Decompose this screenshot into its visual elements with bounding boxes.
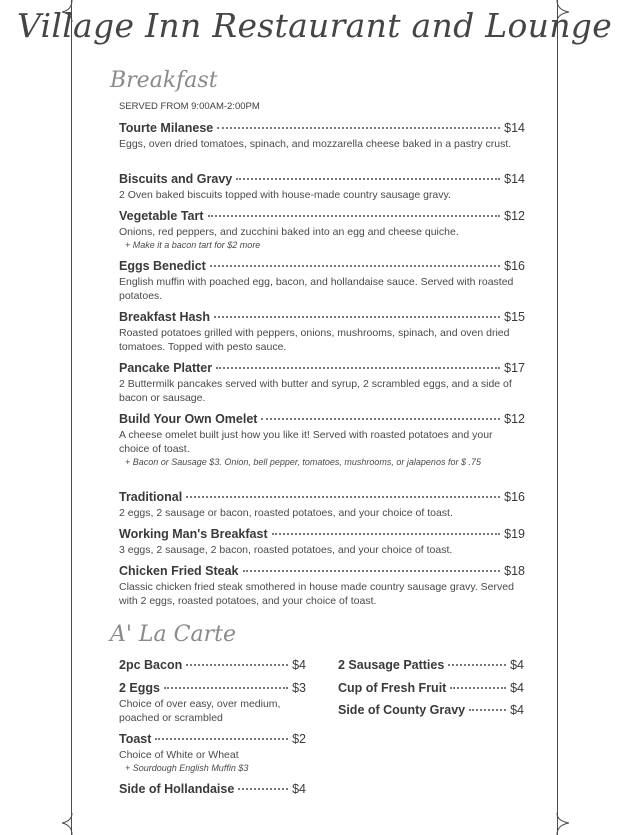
item-name: Pancake Platter [119,361,213,375]
item-name: 2 Sausage Patties [338,658,445,672]
dot-leader [243,570,501,572]
item-description: Choice of over easy, over medium, poached or scrambled [119,698,281,724]
item-note: + Bacon or Sausage $3. Onion, bell pepper, tomatoes, mushrooms, or jalapenos for $ .75 [125,457,481,467]
item-name: Cup of Fresh Fruit [338,681,447,695]
menu-item [119,731,306,775]
menu-item [119,258,525,303]
dot-leader [208,215,501,217]
menu-item [119,680,306,725]
item-name: 2 Eggs [119,681,160,695]
menu-item [119,657,306,673]
item-name: Working Man's Breakfast [119,527,268,541]
corner-ornament-icon [547,813,569,835]
dot-leader [450,687,506,689]
dot-leader [217,127,500,129]
dot-leader [261,418,500,420]
item-price: $2 [292,732,306,746]
item-price: $16 [504,490,525,504]
item-price: $15 [504,310,525,324]
item-name: Traditional [119,490,183,504]
item-price: $17 [504,361,525,375]
item-description: 2 Oven baked biscuits topped with house-made country sausage gravy. [119,189,451,201]
dot-leader [238,788,288,790]
item-description: English muffin with poached egg, bacon, and hollandaise sauce. Served with roasted potatoes. [119,276,514,302]
item-description: Classic chicken fried steak smothered in house made country sausage gravy. Served with 2 eggs, roasted potatoes, and your choice of toast. [119,581,514,607]
alacarte-heading: A' La Carte [110,622,236,647]
item-price: $4 [510,658,524,672]
menu-item [338,680,524,696]
menu-item [119,120,525,151]
left-border [71,0,72,835]
item-price: $4 [292,782,306,796]
dot-leader [272,533,501,535]
menu-item [119,563,525,608]
menu-item [119,526,525,557]
right-border [557,0,558,835]
item-price: $4 [510,681,524,695]
item-note: + Sourdough English Muffin $3 [125,763,249,773]
menu-item [338,702,524,718]
corner-ornament-icon [62,813,84,835]
item-name: Breakfast Hash [119,310,211,324]
item-price: $4 [292,658,306,672]
dot-leader [186,664,288,666]
item-description: A cheese omelet built just how you like it! Served with roasted potatoes and your choice of toast. [119,429,493,455]
item-name: Eggs Benedict [119,259,206,273]
item-description: Onions, red peppers, and zucchini baked into an egg and cheese quiche. [119,226,459,238]
item-price: $12 [504,412,525,426]
breakfast-heading: Breakfast [110,68,218,93]
item-price: $3 [292,681,306,695]
item-price: $12 [504,209,525,223]
dot-leader [469,709,506,711]
item-name: 2pc Bacon [119,658,183,672]
item-name: Side of Hollandaise [119,782,235,796]
menu-item [119,208,525,252]
item-name: Toast [119,732,152,746]
dot-leader [448,664,506,666]
item-description: Roasted potatoes grilled with peppers, onions, mushrooms, spinach, and oven dried tomatoes. Topped with pesto sauce. [119,327,510,353]
menu-item [119,360,525,405]
item-description: Choice of White or Wheat [119,749,239,761]
item-price: $14 [504,121,525,135]
menu-item [119,411,525,469]
dot-leader [155,738,288,740]
item-name: Vegetable Tart [119,209,204,223]
dot-leader [214,316,500,318]
menu-item [119,309,525,354]
item-price: $16 [504,259,525,273]
item-description: 2 eggs, 2 sausage or bacon, roasted potatoes, and your choice of toast. [119,507,453,519]
item-name: Side of County Gravy [338,703,466,717]
item-note: + Make it a bacon tart for $2 more [125,240,261,250]
menu-item [119,171,525,202]
dot-leader [164,687,288,689]
menu-item [338,657,524,673]
menu-item [119,489,525,520]
item-name: Chicken Fried Steak [119,564,239,578]
dot-leader [216,367,500,369]
item-price: $14 [504,172,525,186]
item-price: $18 [504,564,525,578]
item-description: 3 eggs, 2 sausage, 2 bacon, roasted potatoes, and your choice of toast. [119,544,453,556]
item-description: Eggs, oven dried tomatoes, spinach, and mozzarella cheese baked in a pastry crust. [119,138,512,150]
restaurant-title: Village Inn Restaurant and Lounge [16,6,613,45]
item-name: Build Your Own Omelet [119,412,258,426]
item-price: $4 [510,703,524,717]
dot-leader [236,178,500,180]
item-price: $19 [504,527,525,541]
item-name: Tourte Milanese [119,121,214,135]
item-name: Biscuits and Gravy [119,172,233,186]
served-hours: SERVED FROM 9:00AM-2:00PM [119,101,260,112]
dot-leader [186,496,500,498]
dot-leader [210,265,500,267]
item-description: 2 Buttermilk pancakes served with butter and syrup, 2 scrambled eggs, and a side of bacon or sausage. [119,378,512,404]
menu-item [119,781,306,797]
